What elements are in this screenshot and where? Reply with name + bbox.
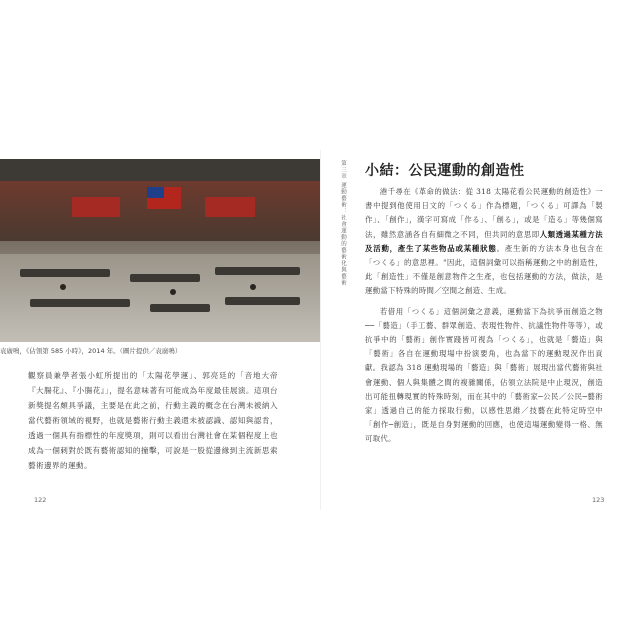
paragraph-2: 若借用「つくる」這個詞彙之意義，運動當下為抗爭而創造之物──「藝造」（手工藝、群眾創造、表現性物件、抗議性物件等等），或抗爭中的「藝術」創作實踐皆可視為「つくる」，也就是「藝造」與「藝術」各自在運動現場中扮演要角，也為當下的運動現況作出貢獻。我認為 318 運動現場的「藝造」與「藝術」展現出當代藝術與社會運動、個人與集體之間的複雜關係，佔領立法院是中止現況，創造出可能扭轉現實的特殊時刻，而在其中的「藝術家─公民／公民─藝術家」透過自己的能力採取行動，以感性思維／技藝在此特定時空中「創作─創造」，既是自身對運動的回應，也使這場運動變得一格、無可取代。 xyxy=(365,306,603,444)
section-title: 小結：公民運動的創造性 xyxy=(365,163,525,179)
paragraph-1 xyxy=(365,185,603,299)
photo-desk xyxy=(20,269,110,277)
photo-desk xyxy=(150,304,210,312)
paragraph-1-text-a: 港千尋在《革命的做法：從 318 太陽花看公民運動的創造性》一書中提到他使用日文的「つくる」作為標題，「つくる」可譯為「製作」、「創作」，漢字可寫成「作る」、「創る」，或是「造る」等幾個寫法，雖然意涵各自有細微之不同，但共同的意思即 xyxy=(365,187,603,239)
right-page-body xyxy=(365,185,603,453)
photo-banner-left xyxy=(72,197,120,217)
photo-person xyxy=(60,284,66,290)
page-number-right: 123 xyxy=(592,496,605,504)
left-page-body-text: 觀察員兼學者張小虹所提出的「太陽花學運」、郭亮廷的「音地大帝『大腸花』、『小腸花』」，提名意味著有可能成為年度最佳展演。這項台新獎提名頗具爭議，主要是在此之前，行動主義的概念在台灣未被納入當代藝術領域的視野，也就是藝術行動主義還未被認識、認知與認肯，透過一個具有指標性的年度獎項，則可以看出台灣社會在某個程度上也成為一個刺對於既有藝術認知的撞擊，可說是一股從邊緣到主流新思索藝術邊界的運動。 xyxy=(28,371,278,470)
photo-desk xyxy=(30,299,130,307)
photo-person xyxy=(250,284,256,290)
paragraph-1-highlight: 人類透過某種方法及活動，產生了某些物品或某種狀態 xyxy=(365,229,603,253)
photo-desk xyxy=(130,274,200,282)
page-number-left: 122 xyxy=(34,496,47,504)
legislature-occupation-photo xyxy=(0,159,320,342)
photo-person xyxy=(170,289,176,295)
paragraph-1-text-b: 。產生新的方法本身也包含在「つくる」的意思裡。"因此，這個詞彙可以指稱運動之中的創造性，此「創造性」不僅是創意物件之生產，也包括運動的方法，做法，是運動當下特殊的時間／空間之創造、生成。 xyxy=(365,243,603,296)
flag-icon xyxy=(147,187,181,209)
gutter-divider xyxy=(320,150,321,510)
running-head: 第三章 運動藝術：社會運動的藝術化與藝術 xyxy=(340,160,346,287)
photo-desk xyxy=(225,297,300,305)
photo-ceiling xyxy=(0,159,320,181)
photo-caption: 袁廣鳴，《佔領第 585 小時》，2014 年。（圖片提供／袁廣鳴） xyxy=(0,347,182,355)
photo-banner-right xyxy=(205,197,255,217)
photo-desk xyxy=(215,267,300,275)
